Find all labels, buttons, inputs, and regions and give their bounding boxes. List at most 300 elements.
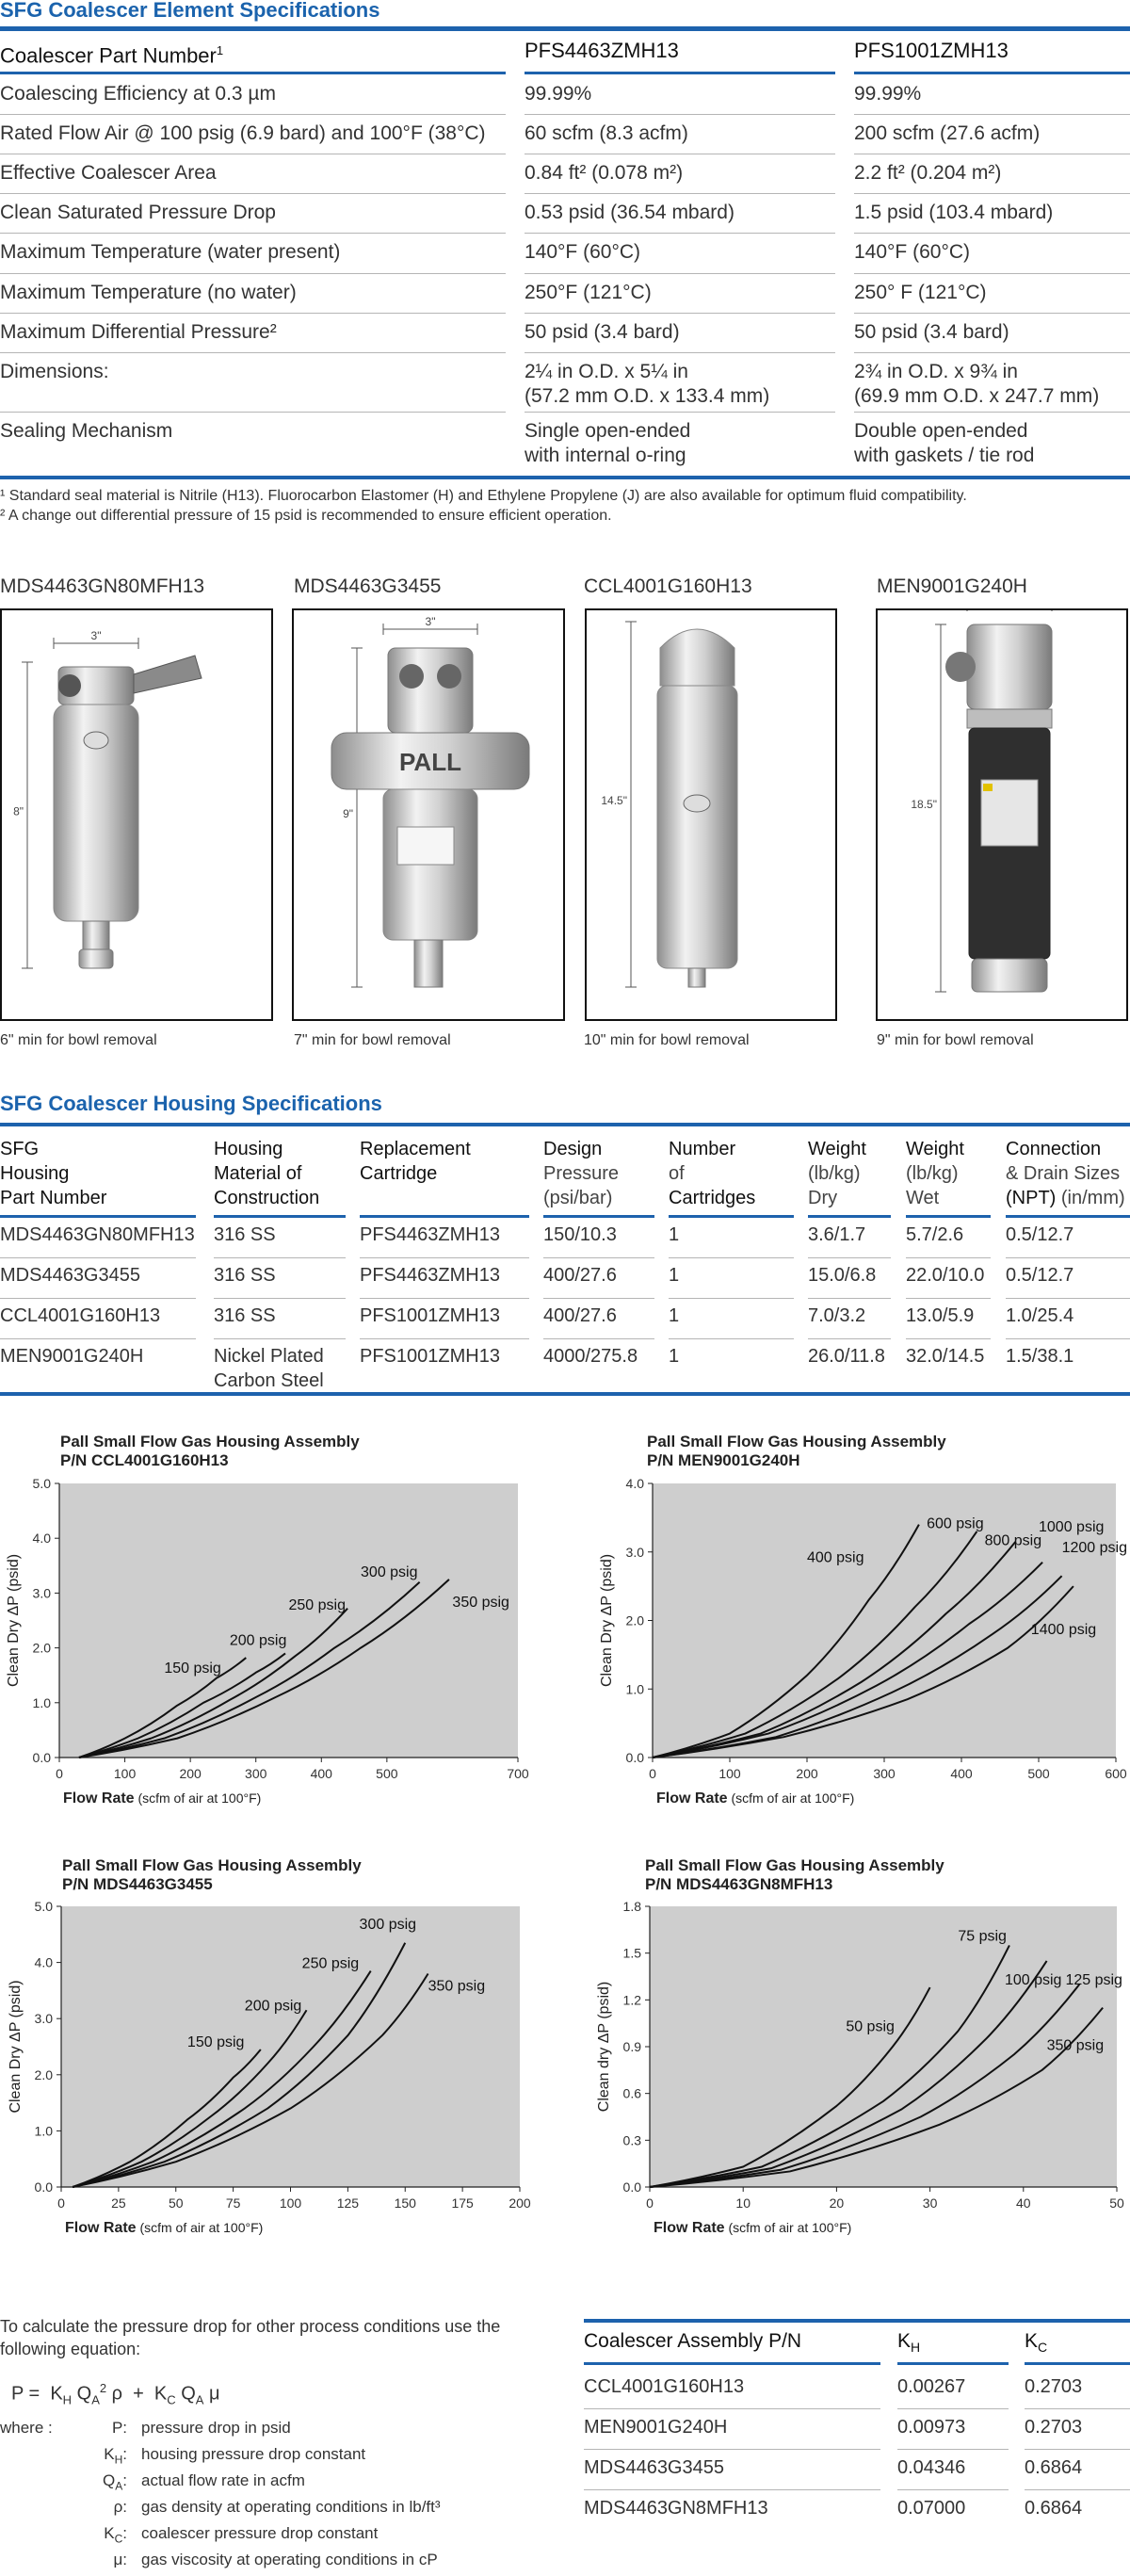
- spec-value-line: 2¼ in O.D. x 5¼ in: [525, 361, 688, 382]
- header-line: SFG: [0, 1139, 40, 1159]
- spec-value-line: 60 scfm (8.3 acfm): [525, 122, 688, 144]
- housing-cell: Nickel Plated: [214, 1346, 324, 1367]
- constants-cell: 0.07000: [897, 2498, 966, 2519]
- inlet-port: [58, 674, 81, 697]
- x-tick-label: 400: [310, 1766, 332, 1781]
- row-divider: [584, 2408, 880, 2409]
- term-subscript: A: [115, 2479, 123, 2493]
- y-tick-label: 2.0: [625, 1612, 644, 1628]
- spec-value-pfs1001: [854, 360, 1127, 409]
- row-divider: [906, 1338, 991, 1339]
- housing-cell-line2: Carbon Steel: [214, 1370, 324, 1391]
- housing-cell: 15.0/6.8: [808, 1265, 877, 1286]
- chart-title: [647, 1433, 946, 1470]
- mounting-bracket: [134, 656, 202, 693]
- spec-value-line: 140°F (60°C): [854, 241, 971, 263]
- equation-intro-line1: To calculate the pressure drop for other process conditions use the: [0, 2317, 501, 2336]
- spec-value-line: 250°F (121°C): [525, 282, 652, 303]
- collar: [967, 709, 1052, 728]
- header-line: Replacement: [360, 1139, 471, 1159]
- spec-label: Coalescing Efficiency at 0.3 µm: [0, 83, 277, 105]
- filter-head: [967, 624, 1052, 709]
- spec-value-line: 50 psid (3.4 bard): [854, 321, 1009, 343]
- series-label: 300 psig: [359, 1916, 417, 1933]
- drain-valve: [79, 949, 113, 968]
- series-label: 250 psig: [301, 1955, 360, 1972]
- series-label: 1000 psig: [1039, 1518, 1105, 1535]
- constants-cell: 0.2703: [1025, 2376, 1083, 2397]
- row-divider: [669, 1257, 794, 1258]
- housing-spec-top-rule: [0, 1123, 1130, 1126]
- y-tick-label: 0.3: [622, 2132, 641, 2148]
- term-symbol: P:: [111, 2419, 127, 2437]
- spec-label: Maximum Differential Pressure²: [0, 321, 277, 343]
- spec-value-pfs1001: [854, 201, 1127, 225]
- housing-cell: 22.0/10.0: [906, 1265, 985, 1286]
- row-divider: [906, 1257, 991, 1258]
- row-divider: [543, 1257, 654, 1258]
- x-axis-label: [654, 2220, 851, 2236]
- spec-label: Maximum Temperature (no water): [0, 282, 297, 303]
- x-tick-label: 100: [279, 2195, 302, 2211]
- row-divider: [543, 1298, 654, 1299]
- series-label: 600 psig: [927, 1515, 984, 1532]
- spec-value-pfs1001: [854, 281, 1127, 305]
- housing-cell: 316 SS: [214, 1305, 276, 1326]
- header-line-text: Cartridges: [669, 1188, 756, 1208]
- element-spec-header-row: [0, 31, 1130, 73]
- height-dimension-label: 9": [343, 807, 353, 820]
- spec-value-line: 50 psid (3.4 bard): [525, 321, 680, 343]
- header-line: [0, 1186, 209, 1210]
- header-line: [906, 1186, 1004, 1210]
- constants-header-kc: $K_C$: [1025, 2330, 1048, 2356]
- constants-cell: MEN9001G240H: [584, 2417, 728, 2438]
- x-tick-label: 0: [57, 2195, 65, 2211]
- spec-value-line: Single open-ended: [525, 420, 691, 442]
- header-part-number: Coalescer Part Number$^1$: [0, 43, 224, 68]
- housing-cell: MDS4463GN80MFH13: [0, 1224, 195, 1245]
- series-label: 75 psig: [958, 1928, 1007, 1945]
- header-line: Housing: [0, 1163, 70, 1184]
- housing-cell: 1: [669, 1265, 680, 1286]
- x-tick-label: 50: [1109, 2195, 1124, 2211]
- housing-cell: PFS4463ZMH13: [360, 1265, 500, 1286]
- element-spec-row: [0, 233, 1130, 273]
- product-name: MEN9001G240H: [877, 575, 1027, 597]
- y-tick-label: 1.5: [622, 1945, 641, 1961]
- outlet-port: [437, 664, 461, 689]
- x-tick-label: 150: [394, 2195, 416, 2211]
- series-label: 200 psig: [229, 1632, 287, 1649]
- x-axis-label-main: Flow Rate: [65, 2220, 137, 2236]
- constants-header-kh: $K_H$: [897, 2330, 921, 2356]
- y-axis-label: Clean dry ΔP (psid): [596, 1981, 612, 2113]
- constants-header-underline-3: [1025, 2362, 1130, 2365]
- constants-cell: CCL4001G160H13: [584, 2376, 745, 2397]
- element-spec-row: [0, 412, 1130, 474]
- header-line: of: [669, 1163, 685, 1184]
- height-dimension-label: 18.5": [911, 798, 937, 811]
- header-line: [214, 1186, 359, 1210]
- spec-value-line: with gaskets / tie rod: [854, 445, 1035, 466]
- y-tick-label: 0.0: [32, 1750, 51, 1765]
- pressure-drop-chart: [3, 1897, 546, 2253]
- x-tick-label: 200: [179, 1766, 202, 1781]
- y-tick-label: 5.0: [32, 1476, 51, 1491]
- term-description: actual flow rate in acfm: [141, 2471, 305, 2489]
- housing-cell: 0.5/12.7: [1006, 1224, 1074, 1245]
- y-tick-label: 4.0: [32, 1531, 51, 1547]
- header-line: [1006, 1186, 1130, 1210]
- pressure-drop-formula: $P = K_H$ $Q_A^2$ $\rho + K_C$ $Q_A$ μ: [11, 2381, 220, 2407]
- header-line: Weight: [808, 1139, 866, 1159]
- header-unit: (in/mm): [1056, 1188, 1125, 1208]
- spec-value-line: 99.99%: [854, 83, 922, 105]
- header-line: & Drain Sizes: [1006, 1163, 1121, 1184]
- constants-cell: MDS4463G3455: [584, 2457, 724, 2478]
- product-image-frame: [585, 608, 837, 1021]
- pressure-drop-chart: [594, 1474, 1130, 1823]
- spec-value-line: (69.9 mm O.D. x 247.7 mm): [854, 385, 1100, 407]
- x-tick-label: 100: [113, 1766, 137, 1781]
- header-underline: [906, 1215, 991, 1218]
- y-tick-label: 0.0: [625, 1750, 644, 1765]
- row-divider: [1025, 2449, 1130, 2450]
- chart-title-line: Pall Small Flow Gas Housing Assembly: [62, 1856, 362, 1874]
- element-spec-row: [0, 154, 1130, 193]
- x-axis-label-main: Flow Rate: [63, 1790, 135, 1806]
- spec-label: Clean Saturated Pressure Drop: [0, 202, 276, 223]
- element-spec-row: [0, 273, 1130, 313]
- x-axis-label-main: Flow Rate: [656, 1790, 728, 1806]
- housing-column-header: [1006, 1137, 1130, 1210]
- header-line-text: Construction: [214, 1188, 320, 1208]
- y-tick-label: 4.0: [34, 1954, 53, 1970]
- product-illustration: [878, 610, 1126, 1019]
- header-line: (lb/kg): [808, 1163, 861, 1184]
- equation-intro-line2: following equation:: [0, 2340, 141, 2358]
- height-dimension-label: 14.5": [601, 794, 627, 807]
- series-label: 50 psig: [846, 2018, 895, 2035]
- header-underline: [360, 1215, 529, 1218]
- row-divider: [214, 1298, 346, 1299]
- x-tick-label: 400: [950, 1766, 973, 1781]
- housing-cell: CCL4001G160H13: [0, 1305, 161, 1326]
- spec-value-line: 0.84 ft² (0.078 m²): [525, 162, 684, 184]
- housing-column-header: [808, 1137, 904, 1210]
- x-axis-label-unit: (scfm of air at 100°F): [136, 2220, 264, 2235]
- spec-value-pfs4463: [525, 82, 835, 106]
- product-image-frame: [0, 608, 273, 1021]
- spec-value-pfs4463: [525, 122, 835, 146]
- x-axis-label: [65, 2220, 263, 2236]
- term-subscript: C: [114, 2532, 123, 2546]
- row-divider: [1025, 2408, 1130, 2409]
- pressure-drop-chart: [1, 1474, 544, 1823]
- series-label: 400 psig: [807, 1549, 864, 1566]
- series-label: 350 psig: [452, 1594, 509, 1611]
- constants-cell: 0.6864: [1025, 2498, 1083, 2519]
- header-line: [543, 1186, 668, 1210]
- x-axis-label-unit: (scfm of air at 100°F): [724, 2220, 852, 2235]
- header-pfs1001: PFS1001ZMH13: [854, 39, 1009, 62]
- header-underline: [669, 1215, 794, 1218]
- width-dimension-label: 3": [90, 629, 102, 642]
- spec-value-pfs4463: [525, 161, 835, 186]
- spec-label: Sealing Mechanism: [0, 420, 173, 442]
- drain-fitting: [688, 968, 705, 987]
- y-tick-label: 1.2: [622, 1992, 641, 2008]
- housing-cell: 1.0/25.4: [1006, 1305, 1074, 1326]
- series-label: 200 psig: [244, 1998, 302, 2015]
- term-description: pressure drop in psid: [141, 2419, 291, 2437]
- header-line: (lb/kg): [906, 1163, 959, 1184]
- row-divider: [897, 2408, 1009, 2409]
- y-axis-label: Clean Dry ΔP (psid): [8, 1980, 24, 2114]
- series-label: 1200 psig: [1061, 1539, 1127, 1556]
- housing-column-header: [906, 1137, 1004, 1210]
- header-pfs4463: PFS4463ZMH13: [525, 39, 679, 62]
- y-tick-label: 3.0: [34, 2011, 53, 2027]
- row-divider: [0, 1298, 196, 1299]
- housing-cell: PFS4463ZMH13: [360, 1224, 500, 1245]
- plot-area: [59, 1483, 518, 1758]
- spec-value-line: Double open-ended: [854, 420, 1028, 442]
- spec-label: Rated Flow Air @ 100 psig (6.9 bard) and 100°F (38°C): [0, 122, 486, 144]
- x-tick-label: 600: [1105, 1766, 1127, 1781]
- y-tick-label: 0.0: [34, 2179, 53, 2195]
- series-label: 350 psig: [1046, 2037, 1105, 2054]
- housing-cell: 150/10.3: [543, 1224, 617, 1245]
- housing-spec-bottom-rule: [0, 1392, 1130, 1396]
- housing-column-header: [669, 1137, 807, 1210]
- term-description: gas density at operating conditions in lb/ft³: [141, 2498, 441, 2516]
- chart-subtitle-line: P/N MDS4463GN8MFH13: [645, 1875, 833, 1893]
- header-line: Housing: [214, 1139, 283, 1159]
- row-divider: [808, 1257, 891, 1258]
- x-tick-label: 0: [646, 2195, 654, 2211]
- y-tick-label: 1.0: [34, 2123, 53, 2139]
- housing-cell: 316 SS: [214, 1265, 276, 1286]
- constants-header-underline-2: [897, 2362, 1009, 2365]
- header-line-text: (NPT): [1006, 1188, 1057, 1208]
- housing-cell: MDS4463G3455: [0, 1265, 140, 1286]
- constants-cell: 0.00973: [897, 2417, 966, 2438]
- row-divider: [808, 1298, 891, 1299]
- product-name: CCL4001G160H13: [584, 575, 752, 597]
- housing-cell: 400/27.6: [543, 1305, 617, 1326]
- spec-label: Maximum Temperature (water present): [0, 241, 341, 263]
- housing-cell: PFS1001ZMH13: [360, 1305, 500, 1326]
- spec-value-pfs4463: [525, 201, 835, 225]
- product-illustration: [294, 610, 563, 1019]
- chart-title-line: Pall Small Flow Gas Housing Assembly: [647, 1433, 946, 1450]
- element-spec-row: [0, 193, 1130, 233]
- pall-badge: [84, 732, 108, 749]
- spec-value-line: 140°F (60°C): [525, 241, 641, 263]
- series-label: 150 psig: [186, 2034, 245, 2050]
- spec-value-pfs4463: [525, 360, 835, 409]
- x-tick-label: 50: [168, 2195, 184, 2211]
- housing-spec-title: SFG Coalescer Housing Specifications: [0, 1092, 382, 1115]
- spec-label: Effective Coalescer Area: [0, 162, 217, 184]
- row-divider: [584, 2449, 880, 2450]
- x-tick-label: 75: [225, 2195, 241, 2211]
- header-line: Number: [669, 1139, 736, 1159]
- housing-cell: 316 SS: [214, 1224, 276, 1245]
- spec-value-pfs1001: [854, 122, 1127, 146]
- row-divider: [360, 1298, 529, 1299]
- x-tick-label: 40: [1016, 2195, 1031, 2211]
- housing-cell: 32.0/14.5: [906, 1346, 985, 1367]
- y-axis-label: Clean Dry ΔP (psid): [6, 1553, 22, 1688]
- x-axis-label-unit: (scfm of air at 100°F): [134, 1790, 262, 1806]
- x-tick-label: 20: [829, 2195, 845, 2211]
- x-tick-label: 25: [111, 2195, 126, 2211]
- x-tick-label: 0: [56, 1766, 63, 1781]
- spec-value-line: 0.53 psid (36.54 mbard): [525, 202, 734, 223]
- row-divider: [0, 1338, 196, 1339]
- drain-fitting: [83, 921, 109, 949]
- housing-cell: 13.0/5.9: [906, 1305, 975, 1326]
- chart-subtitle-line: P/N CCL4001G160H13: [60, 1451, 229, 1469]
- housing-cell: 4000/275.8: [543, 1346, 638, 1367]
- housing-cell: 1: [669, 1305, 680, 1326]
- y-tick-label: 3.0: [32, 1585, 51, 1601]
- term-symbol: $K_H$:: [104, 2445, 127, 2467]
- housing-cell: 3.6/1.7: [808, 1224, 866, 1245]
- row-divider: [1006, 1298, 1130, 1299]
- row-divider: [214, 1257, 346, 1258]
- header-line: Design: [543, 1139, 603, 1159]
- spec-value-line: 200 scfm (27.6 acfm): [854, 122, 1041, 144]
- row-divider: [543, 1338, 654, 1339]
- chart-title: [60, 1433, 360, 1470]
- spec-value-pfs4463: [525, 281, 835, 305]
- constants-top-rule: [584, 2319, 1130, 2323]
- row-divider: [669, 1338, 794, 1339]
- product-name: MDS4463G3455: [294, 575, 442, 597]
- product-name: MDS4463GN80MFH13: [0, 575, 205, 597]
- term-symbol: $Q_A$:: [103, 2471, 127, 2493]
- x-axis-label-unit: (scfm of air at 100°F): [727, 1790, 855, 1806]
- y-tick-label: 3.0: [625, 1544, 644, 1560]
- housing-column-header: [0, 1137, 209, 1210]
- series-label: 300 psig: [361, 1563, 418, 1580]
- bowl-base: [972, 959, 1047, 992]
- row-divider: [1025, 2489, 1130, 2490]
- header-line: Pressure: [543, 1163, 620, 1184]
- element-spec-row: [0, 114, 1130, 154]
- bowl-removal-caption: 9" min for bowl removal: [877, 1032, 1034, 1048]
- series-label: 1400 psig: [1030, 1622, 1097, 1639]
- y-tick-label: 4.0: [625, 1476, 644, 1491]
- header-line: Connection: [1006, 1139, 1102, 1159]
- housing-cell: 5.7/2.6: [906, 1224, 964, 1245]
- series-label: 350 psig: [428, 1978, 486, 1995]
- row-divider: [360, 1257, 529, 1258]
- x-tick-label: 175: [451, 2195, 474, 2211]
- bowl-removal-caption: 10" min for bowl removal: [584, 1032, 750, 1048]
- x-axis-label: [656, 1790, 854, 1806]
- term-symbol: μ:: [113, 2551, 127, 2568]
- x-tick-label: 200: [796, 1766, 818, 1781]
- y-tick-label: 1.8: [622, 1899, 641, 1914]
- plot-area: [61, 1906, 520, 2187]
- header-line-text: Wet: [906, 1188, 940, 1208]
- row-divider: [897, 2489, 1009, 2490]
- row-divider: [360, 1338, 529, 1339]
- row-divider: [669, 1298, 794, 1299]
- x-axis-label-main: Flow Rate: [654, 2220, 725, 2236]
- x-tick-label: 30: [922, 2195, 938, 2211]
- header-underline: [543, 1215, 654, 1218]
- row-divider: [1006, 1338, 1130, 1339]
- element-spec-bottom-rule: [0, 476, 1130, 479]
- housing-cell: MEN9001G240H: [0, 1346, 144, 1367]
- height-dimension-label: 8": [13, 804, 24, 818]
- chart-title-line: Pall Small Flow Gas Housing Assembly: [60, 1433, 360, 1450]
- filter-head: [388, 648, 473, 733]
- header-line: Cartridge: [360, 1163, 438, 1184]
- spec-value-pfs4463: [525, 240, 835, 265]
- term-subscript: H: [114, 2453, 123, 2467]
- constants-header-underline-1: [584, 2362, 880, 2365]
- term-symbol: $K_C$:: [104, 2524, 127, 2546]
- element-spec-row: [0, 74, 1130, 114]
- term-description: housing pressure drop constant: [141, 2445, 366, 2463]
- row-divider: [897, 2449, 1009, 2450]
- y-tick-label: 5.0: [34, 1899, 53, 1914]
- spec-value-line: with internal o-ring: [525, 445, 686, 466]
- housing-column-header: [360, 1137, 542, 1186]
- bowl-removal-caption: 7" min for bowl removal: [294, 1032, 451, 1048]
- y-tick-label: 1.0: [625, 1681, 644, 1697]
- constants-cell: 0.00267: [897, 2376, 966, 2397]
- x-tick-label: 100: [718, 1766, 741, 1781]
- spec-value-line: 99.99%: [525, 83, 592, 105]
- spec-value-line: 2¾ in O.D. x 9¾ in: [854, 361, 1018, 382]
- x-tick-label: 300: [245, 1766, 267, 1781]
- spec-value-pfs1001: [854, 419, 1127, 468]
- pall-logo: PALL: [399, 748, 461, 776]
- spec-value-pfs1001: [854, 320, 1127, 345]
- constants-cell: 0.04346: [897, 2457, 966, 2478]
- header-underline: [1006, 1215, 1130, 1218]
- row-divider: [1006, 1257, 1130, 1258]
- x-tick-label: 125: [336, 2195, 360, 2211]
- chart-subtitle-line: P/N MEN9001G240H: [647, 1451, 800, 1469]
- housing-cell: 1.5/38.1: [1006, 1346, 1074, 1367]
- series-label: 800 psig: [984, 1532, 1042, 1549]
- header-line: Weight: [906, 1139, 964, 1159]
- y-tick-label: 0.6: [622, 2085, 641, 2101]
- inlet-port: [399, 664, 424, 689]
- spec-value-pfs4463: [525, 320, 835, 345]
- term-symbol: ρ:: [113, 2498, 127, 2516]
- spec-value-line: 250° F (121°C): [854, 282, 987, 303]
- element-spec-title: SFG Coalescer Element Specifications: [0, 0, 380, 22]
- housing-cell: 26.0/11.8: [808, 1346, 885, 1367]
- pall-badge: [684, 795, 710, 812]
- series-label: 125 psig: [1065, 1971, 1122, 1988]
- filter-head: [660, 629, 734, 686]
- header-underline: [0, 1215, 196, 1218]
- series-label: 150 psig: [164, 1660, 221, 1677]
- chart-title-line: Pall Small Flow Gas Housing Assembly: [645, 1856, 944, 1874]
- series-label: 100 psig: [1004, 1971, 1062, 1988]
